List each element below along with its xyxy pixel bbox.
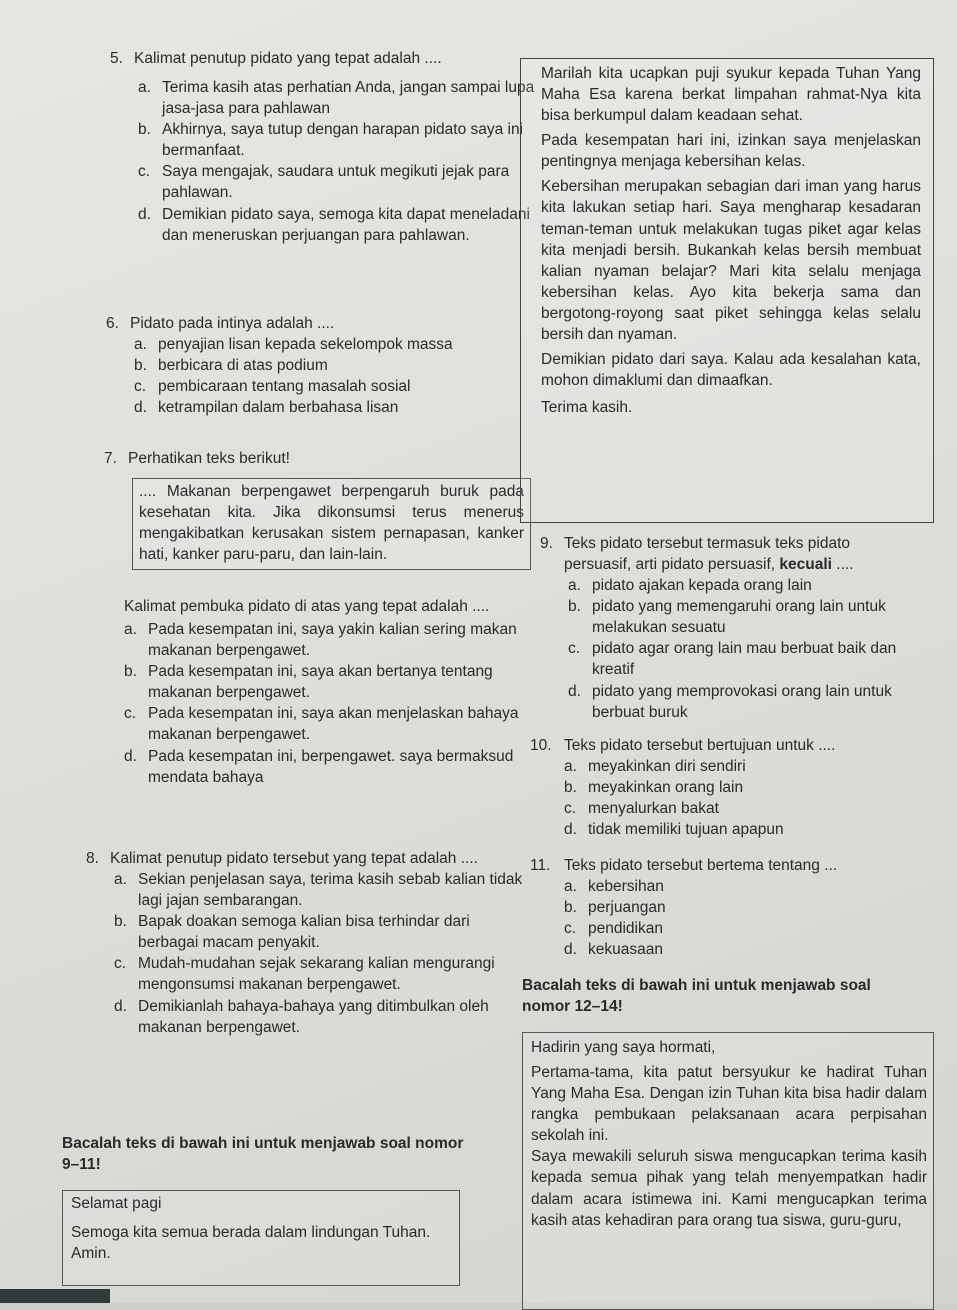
speech-paragraph: Marilah kita ucapkan puji syukur kepada Tuhan Yang Maha Esa karena berkat limpahan rahmat-Nya kita bisa berkumpul dalam keadaan sehat. <box>541 65 921 125</box>
stem-ellipsis: .... <box>836 556 854 574</box>
option-text: kekuasaan <box>588 941 663 959</box>
option-letter: c. <box>114 955 127 973</box>
stem-text: Teks pidato tersebut termasuk teks pidato persuasif, arti pidato persuasif, <box>564 535 851 574</box>
speech-box-continued <box>520 58 934 523</box>
option-letter: c. <box>124 705 137 723</box>
question-5 <box>110 48 535 246</box>
question-7 <box>104 448 529 469</box>
option-letter: b. <box>138 121 151 139</box>
question-number: 5. <box>110 50 123 67</box>
option-text: Demikian pidato saya, semoga kita dapat meneladani dan meneruskan perjuangan para pahlawan. <box>162 205 530 244</box>
option-letter: d. <box>134 399 147 417</box>
option-text: pidato ajakan kepada orang lain <box>592 577 812 595</box>
option-text: penyajian lisan kepada sekelompok massa <box>158 336 453 354</box>
question-text: Kalimat pembuka pidato di atas yang tepat adalah .... <box>124 598 490 615</box>
option-letter: b. <box>564 779 577 797</box>
option-text: pidato yang memengaruhi orang lain untuk melakukan sesuatu <box>592 598 886 637</box>
option-letter: c. <box>564 920 577 938</box>
option-text: meyakinkan orang lain <box>588 779 744 797</box>
question-number: 11. <box>530 857 551 874</box>
page-corner-decoration <box>0 1289 110 1303</box>
option-text: Pada kesempatan ini, saya yakin kalian sering makan makanan berpengawet. <box>148 621 517 660</box>
passage-box-q7 <box>132 478 531 570</box>
option-text: kebersihan <box>588 878 664 896</box>
option-text: Pada kesempatan ini, saya akan menjelaskan bahaya makanan berpengawet. <box>148 705 519 744</box>
speech-box-9-11 <box>62 1190 460 1286</box>
option-text: Akhirnya, saya tutup dengan harapan pidato saya ini bermanfaat. <box>162 121 524 160</box>
speech-paragraph: Demikian pidato dari saya. Kalau ada kesalahan kata, mohon dimaklumi dan dimaafkan. <box>541 351 921 390</box>
question-stem: Pidato pada intinya adalah .... <box>130 315 335 332</box>
question-stem: Teks pidato tersebut bertema tentang ... <box>564 857 838 874</box>
option-letter: b. <box>568 598 581 616</box>
option-text: Mudah-mudahan sejak sekarang kalian mengurangi mengonsumsi makanan berpengawet. <box>138 955 495 994</box>
question-8 <box>86 848 526 1038</box>
option-letter: d. <box>568 682 581 700</box>
option-text: pidato agar orang lain mau berbuat baik dan kreatif <box>592 640 897 679</box>
option-letter: a. <box>124 621 137 639</box>
option-letter: b. <box>124 663 137 681</box>
option-letter: a. <box>134 336 147 354</box>
speech-paragraph: Terima kasih. <box>541 399 633 417</box>
instruction-12-14: Bacalah teks di bawah ini untuk menjawab soal nomor 12–14! <box>522 977 871 1016</box>
option-letter: c. <box>138 163 151 181</box>
speech-greeting: Hadirin yang saya hormati, <box>531 1039 716 1056</box>
option-text: Terima kasih atas perhatian Anda, jangan sampai lupa jasa-jasa para pahlawan <box>162 79 535 118</box>
option-text: perjuangan <box>588 899 666 917</box>
speech-greeting: Selamat pagi <box>71 1195 162 1212</box>
option-letter: a. <box>114 871 127 889</box>
question-number: 7. <box>104 450 117 467</box>
question-stem: Perhatikan teks berikut! <box>128 450 290 467</box>
question-9 <box>540 533 920 723</box>
option-letter: c. <box>568 640 581 658</box>
option-text: menyalurkan bakat <box>588 800 719 818</box>
option-letter: c. <box>134 378 147 396</box>
option-text: meyakinkan diri sendiri <box>588 758 746 776</box>
question-number: 10. <box>530 737 552 754</box>
stem-emphasis: kecuali <box>779 556 832 574</box>
speech-paragraph: Pertama-tama, kita patut bersyukur ke hadirat Tuhan Yang Maha Esa. Dengan izin Tuhan kita bisa hadir dalam rangka pembukaan pelaksanaan acara perpisahan sekolah ini. <box>531 1064 927 1145</box>
option-text: Saya mengajak, saudara untuk megikuti jejak para pahlawan. <box>162 163 510 202</box>
option-letter: c. <box>564 800 577 818</box>
speech-paragraph: Pada kesempatan hari ini, izinkan saya menjelaskan pentingnya menjaga kebersihan kelas. <box>541 132 921 171</box>
option-text: Bapak doakan semoga kalian bisa terhindar dari berbagai macam penyakit. <box>138 913 470 952</box>
instruction-9-11: Bacalah teks di bawah ini untuk menjawab soal nomor 9–11! <box>62 1135 464 1174</box>
option-letter: d. <box>138 205 151 223</box>
speech-line: Semoga kita semua berada dalam lindungan Tuhan. Amin. <box>71 1224 431 1263</box>
option-text: Sekian penjelasan saya, terima kasih sebab kalian tidak lagi jajan sembarangan. <box>138 871 523 910</box>
option-text: tidak memiliki tujuan apapun <box>588 821 784 839</box>
option-text: ketrampilan dalam berbahasa lisan <box>158 399 399 417</box>
question-7-options <box>124 596 534 788</box>
option-text: pidato yang memprovokasi orang lain untuk berbuat buruk <box>592 682 892 721</box>
option-letter: d. <box>124 747 137 765</box>
option-letter: d. <box>114 997 127 1015</box>
question-number: 6. <box>106 315 119 332</box>
option-text: Pada kesempatan ini, berpengawet. saya bermaksud mendata bahaya <box>148 747 514 786</box>
speech-box-12-14 <box>522 1032 934 1310</box>
speech-paragraph: Saya mewakili seluruh siswa mengucapkan terima kasih kepada semua pihak yang telah menyempatkan hadir dalam acara istimewa ini. Kami mengucapkan terima kasih atas kehadiran para orang tua siswa, guru-guru, <box>531 1148 927 1229</box>
question-number: 9. <box>540 535 553 552</box>
question-stem: Kalimat penutup pidato yang tepat adalah .... <box>134 50 442 67</box>
option-letter: a. <box>568 577 581 595</box>
option-letter: a. <box>564 878 577 896</box>
option-letter: d. <box>564 821 577 839</box>
option-text: pembicaraan tentang masalah sosial <box>158 378 411 396</box>
option-text: Pada kesempatan ini, saya akan bertanya tentang makanan berpengawet. <box>148 663 493 702</box>
question-6 <box>106 313 531 418</box>
speech-paragraph: Kebersihan merupakan sebagian dari iman yang harus kita lakukan setiap hari. Saya mengharap kesadaran teman-teman untuk melakukan tugas piket agar kelas kita menjadi bersih. Bukankah kelas bersih membuat kalian nyaman belajar? Mari kita selalu menjaga kebersihan kelas. Ayo kita bekerja sama dan bergotong-royong saat piket sehingga kelas selalu bersih dan nyaman. <box>541 178 921 343</box>
option-letter: a. <box>138 79 151 97</box>
option-text: Demikianlah bahaya-bahaya yang ditimbulkan oleh makanan berpengawet. <box>138 997 489 1036</box>
question-number: 8. <box>86 850 99 867</box>
option-letter: b. <box>114 913 127 931</box>
option-letter: b. <box>134 357 147 375</box>
option-letter: d. <box>564 941 577 959</box>
passage-text: .... Makanan berpengawet berpengaruh buruk pada kesehatan kita. Jika dikonsumsi terus menerus mengakibatkan kerusakan sistem pernapasan, kanker hati, kanker paru-paru, dan lain-lain. <box>139 483 524 564</box>
question-stem <box>564 533 920 575</box>
question-10 <box>530 735 920 840</box>
option-letter: b. <box>564 899 577 917</box>
question-11 <box>530 855 920 960</box>
question-stem: Kalimat penutup pidato tersebut yang tepat adalah .... <box>110 850 478 867</box>
option-text: pendidikan <box>588 920 663 938</box>
option-letter: a. <box>564 758 577 776</box>
option-text: berbicara di atas podium <box>158 357 328 375</box>
question-stem: Teks pidato tersebut bertujuan untuk .... <box>564 737 836 754</box>
